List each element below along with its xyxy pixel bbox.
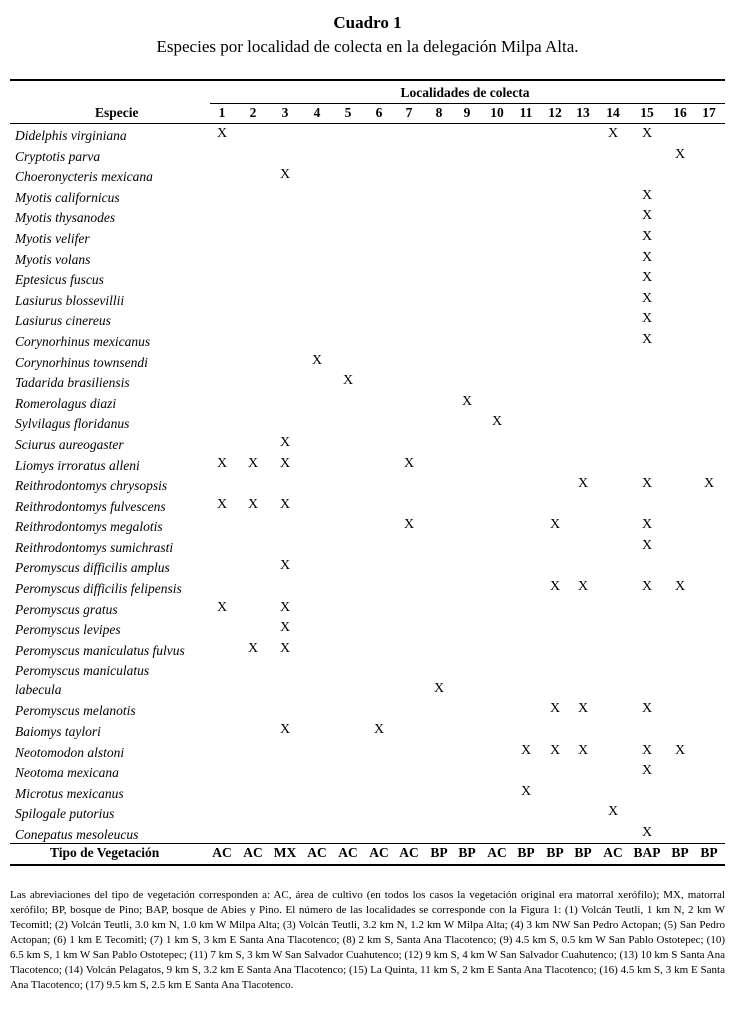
presence-mark-loc-15: X [641,126,653,141]
vegetation-type-loc-4: AC [307,845,327,860]
species-name: Reithrodontomys chrysopsis [15,478,168,494]
table-row [10,557,725,578]
species-name: Lasiurus cinereus [15,313,111,329]
presence-mark-loc-1: X [216,496,228,512]
locality-number-1: 1 [218,105,226,120]
locality-number-12: 12 [548,105,562,120]
locality-number-7: 7 [405,105,413,120]
species-name: Cryptotis parva [15,148,101,164]
species-name: Sylvilagus floridanus [15,416,130,432]
presence-mark-loc-3: X [279,167,291,183]
table-row [10,619,725,640]
presence-mark-loc-9: X [461,393,473,409]
vegetation-rule [10,843,725,844]
species-name: Didelphis virginiana [15,128,127,143]
species-name: Peromyscus difficilis felipensis [15,581,182,597]
presence-mark-loc-15: X [641,249,653,265]
species-name: Reithrodontomys fulvescens [15,498,166,514]
species-name: Reithrodontomys sumichrasti [15,539,174,555]
locality-number-5: 5 [344,105,352,120]
species-name: Eptesicus fuscus [15,272,104,288]
species-name: Myotis californicus [15,189,120,205]
vegetation-type-loc-6: AC [369,845,389,860]
table-row [10,310,725,331]
species-name: Tadarida brasiliensis [15,375,130,391]
locality-number-6: 6 [375,105,383,120]
vegetation-row [10,845,725,863]
presence-mark-loc-1: X [216,126,228,141]
locality-number-11: 11 [519,105,533,120]
vegetation-type-loc-12: BP [546,845,564,860]
presence-mark-loc-4: X [311,352,323,368]
table-row [10,660,725,700]
presence-mark-loc-3: X [279,599,291,615]
presence-mark-loc-11: X [520,783,532,799]
table-row [10,599,725,620]
species-name: Lasiurus blossevillii [15,292,125,308]
table-row [10,640,725,661]
presence-mark-loc-11: X [520,742,532,758]
presence-mark-loc-6: X [373,722,385,738]
table-row [10,803,725,824]
vegetation-type-loc-5: AC [338,845,358,860]
presence-mark-loc-15: X [641,208,653,224]
table-row [10,537,725,558]
species-name: Microtus mexicanus [15,785,124,801]
table-row [10,269,725,290]
presence-mark-loc-8: X [433,681,445,697]
vegetation-type-loc-17: BP [700,845,718,860]
presence-mark-loc-3: X [279,455,291,471]
presence-mark-loc-15: X [641,579,653,595]
presence-mark-loc-15: X [641,311,653,327]
species-name: Myotis volans [15,251,91,267]
presence-mark-loc-2: X [247,496,259,512]
table-row [10,166,725,187]
table-row [10,742,725,763]
locality-number-15: 15 [640,105,654,120]
presence-mark-loc-15: X [641,270,653,286]
species-name: Peromyscus maniculatus fulvus [15,642,185,658]
locality-number-17: 17 [702,105,716,120]
vegetation-type-loc-14: AC [603,845,623,860]
localities-underline [210,103,725,104]
species-column-header: Especie [95,105,139,120]
presence-mark-loc-15: X [641,742,653,758]
species-table-body [10,125,725,845]
table-row [10,578,725,599]
species-name: Myotis thysanodes [15,210,116,226]
presence-mark-loc-7: X [403,517,415,533]
table-row [10,331,725,352]
presence-mark-loc-15: X [641,825,653,840]
vegetation-type-loc-1: AC [212,845,232,860]
species-name: Peromyscus gratus [15,601,118,617]
species-name: Myotis velifer [15,230,90,246]
table-row [10,475,725,496]
presence-mark-loc-12: X [549,701,561,717]
presence-mark-loc-13: X [577,701,589,717]
locality-number-14: 14 [606,105,620,120]
species-name: Liomys irroratus alleni [15,457,140,473]
table-row [10,721,725,742]
table-subtitle: Especies por localidad de colecta en la delegación Milpa Alta. [156,37,579,56]
presence-mark-loc-12: X [549,579,561,595]
presence-mark-loc-3: X [279,640,291,656]
top-rule [10,79,725,81]
vegetation-type-loc-10: AC [487,845,507,860]
vegetation-type-loc-13: BP [574,845,592,860]
presence-mark-loc-13: X [577,742,589,758]
vegetation-type-loc-7: AC [399,845,419,860]
presence-mark-loc-5: X [342,373,354,389]
table-row [10,372,725,393]
presence-mark-loc-3: X [279,620,291,636]
presence-mark-loc-1: X [216,455,228,471]
presence-mark-loc-12: X [549,517,561,533]
presence-mark-loc-16: X [674,579,686,595]
presence-mark-loc-1: X [216,599,228,615]
vegetation-type-loc-3: MX [273,845,297,860]
presence-mark-loc-15: X [641,187,653,203]
species-name: Neotoma mexicana [15,765,119,781]
localities-header: Localidades de colecta [400,85,530,100]
table-row [10,290,725,311]
species-name: Reithrodontomys megalotis [15,519,163,535]
locality-number-3: 3 [281,105,289,120]
table-row [10,187,725,208]
vegetation-type-loc-9: BP [458,845,476,860]
presence-mark-loc-14: X [607,126,619,141]
presence-mark-loc-15: X [641,763,653,779]
locality-number-10: 10 [490,105,504,120]
table-row [10,393,725,414]
presence-mark-loc-12: X [549,742,561,758]
presence-mark-loc-16: X [674,146,686,162]
table-row [10,700,725,721]
locality-number-16: 16 [673,105,687,120]
table-row [10,434,725,455]
locality-number-4: 4 [313,105,321,120]
presence-mark-loc-3: X [279,496,291,512]
table-row [10,824,725,845]
presence-mark-loc-13: X [577,476,589,492]
table-row [10,762,725,783]
species-name: Peromyscus difficilis amplus [15,560,170,576]
vegetation-type-loc-11: BP [517,845,535,860]
table-row [10,228,725,249]
species-name: Peromyscus maniculatus labecula [15,663,150,698]
header-rule [10,123,725,124]
vegetation-type-loc-2: AC [243,845,263,860]
vegetation-label: Tipo de Vegetación [50,845,160,860]
locality-number-13: 13 [576,105,590,120]
locality-number-8: 8 [435,105,443,120]
locality-number-9: 9 [463,105,471,120]
vegetation-type-loc-15: BAP [633,845,661,860]
species-name: Peromyscus melanotis [15,703,136,719]
species-name: Romerolagus diazi [15,395,117,411]
presence-mark-loc-3: X [279,558,291,574]
table-row [10,207,725,228]
species-name: Spilogale putorius [15,806,115,822]
presence-mark-loc-16: X [674,742,686,758]
table-footnote: Las abreviaciones del tipo de vegetación corresponden a: AC, área de cultivo (en todos los casos la vegetación original era matorral xerófilo); MX, matorral xerófilo; BP, bosque de Pino; BAP, bosque de Abies y Pino. El número de las localidades se corresponde con la Figura 1: (1) Volcán Teutli, 1 km N, 2 km W Tecomitl; (2) Volcán Teutli, 3.0 km N, 1.0 km W Milpa Alta; (3) Volcán Teutli, 3.2 km N, 1.2 km W Milpa Alta; (4) 3 km NW San Pedro Actopan; (5) San Pedro Actopan; (6) 1 km E Tecomitl; (7) 1 km S, 3 km E Santa Ana Tlacotenco; (8) 2 km S, Santa Ana Tlacotenco; (9) 4.5 km S, 0.5 km W San Pablo Ostotepec; (10) 6.5 km S, 1 km W San Pablo Ostotepec; (11) 7 km S, 3 km W San Salvador Cuahutenco; (12) 9 km S, 4 km W San Salvador Cuahutenco; (13) 10 km S Santa Ana Tlacotenco; (14) Volcán Pelagatos, 9 km S, 3.2 km E Santa Ana Tlacotenco; (15) La Quinta, 11 km S, 2 km E Santa Ana Tlacotenco; (16) 4.5 km S, 3 km E Santa Ana Tlacotenco; (17) 9.5 km S, 2.5 km E Santa Ana Tlacotenco. [10,889,725,991]
presence-mark-loc-15: X [641,517,653,533]
presence-mark-loc-15: X [641,537,653,553]
species-name: Neotomodon alstoni [15,744,125,760]
presence-mark-loc-2: X [247,455,259,471]
bottom-rule [10,864,725,866]
presence-mark-loc-15: X [641,701,653,717]
species-name: Baiomys taylori [15,724,101,740]
species-name: Corynorhinus mexicanus [15,333,151,349]
presence-mark-loc-10: X [491,414,503,430]
presence-mark-loc-14: X [607,804,619,820]
species-name: Conepatus mesoleucus [15,827,139,842]
presence-mark-loc-13: X [577,579,589,595]
presence-mark-loc-15: X [641,228,653,244]
table-row [10,413,725,434]
locality-number-2: 2 [249,105,257,120]
presence-mark-loc-15: X [641,331,653,347]
presence-mark-loc-15: X [641,476,653,492]
column-header-row [10,105,725,123]
presence-mark-loc-3: X [279,722,291,738]
species-name: Corynorhinus townsendi [15,354,148,370]
vegetation-type-loc-16: BP [671,845,689,860]
table-row [10,783,725,804]
table-row [10,496,725,517]
vegetation-type-loc-8: BP [430,845,448,860]
table-title: Cuadro 1 [333,13,402,32]
species-name: Peromyscus levipes [15,622,121,638]
table-row [10,455,725,476]
presence-mark-loc-7: X [403,455,415,471]
table-row [10,516,725,537]
table-row [10,249,725,270]
species-name: Sciurus aureogaster [15,436,124,452]
presence-mark-loc-2: X [247,640,259,656]
presence-mark-loc-15: X [641,290,653,306]
table-row [10,146,725,167]
presence-mark-loc-17: X [703,476,715,492]
presence-mark-loc-3: X [279,434,291,450]
table-row [10,125,725,146]
species-name: Choeronycteris mexicana [15,169,153,185]
table-row [10,352,725,373]
